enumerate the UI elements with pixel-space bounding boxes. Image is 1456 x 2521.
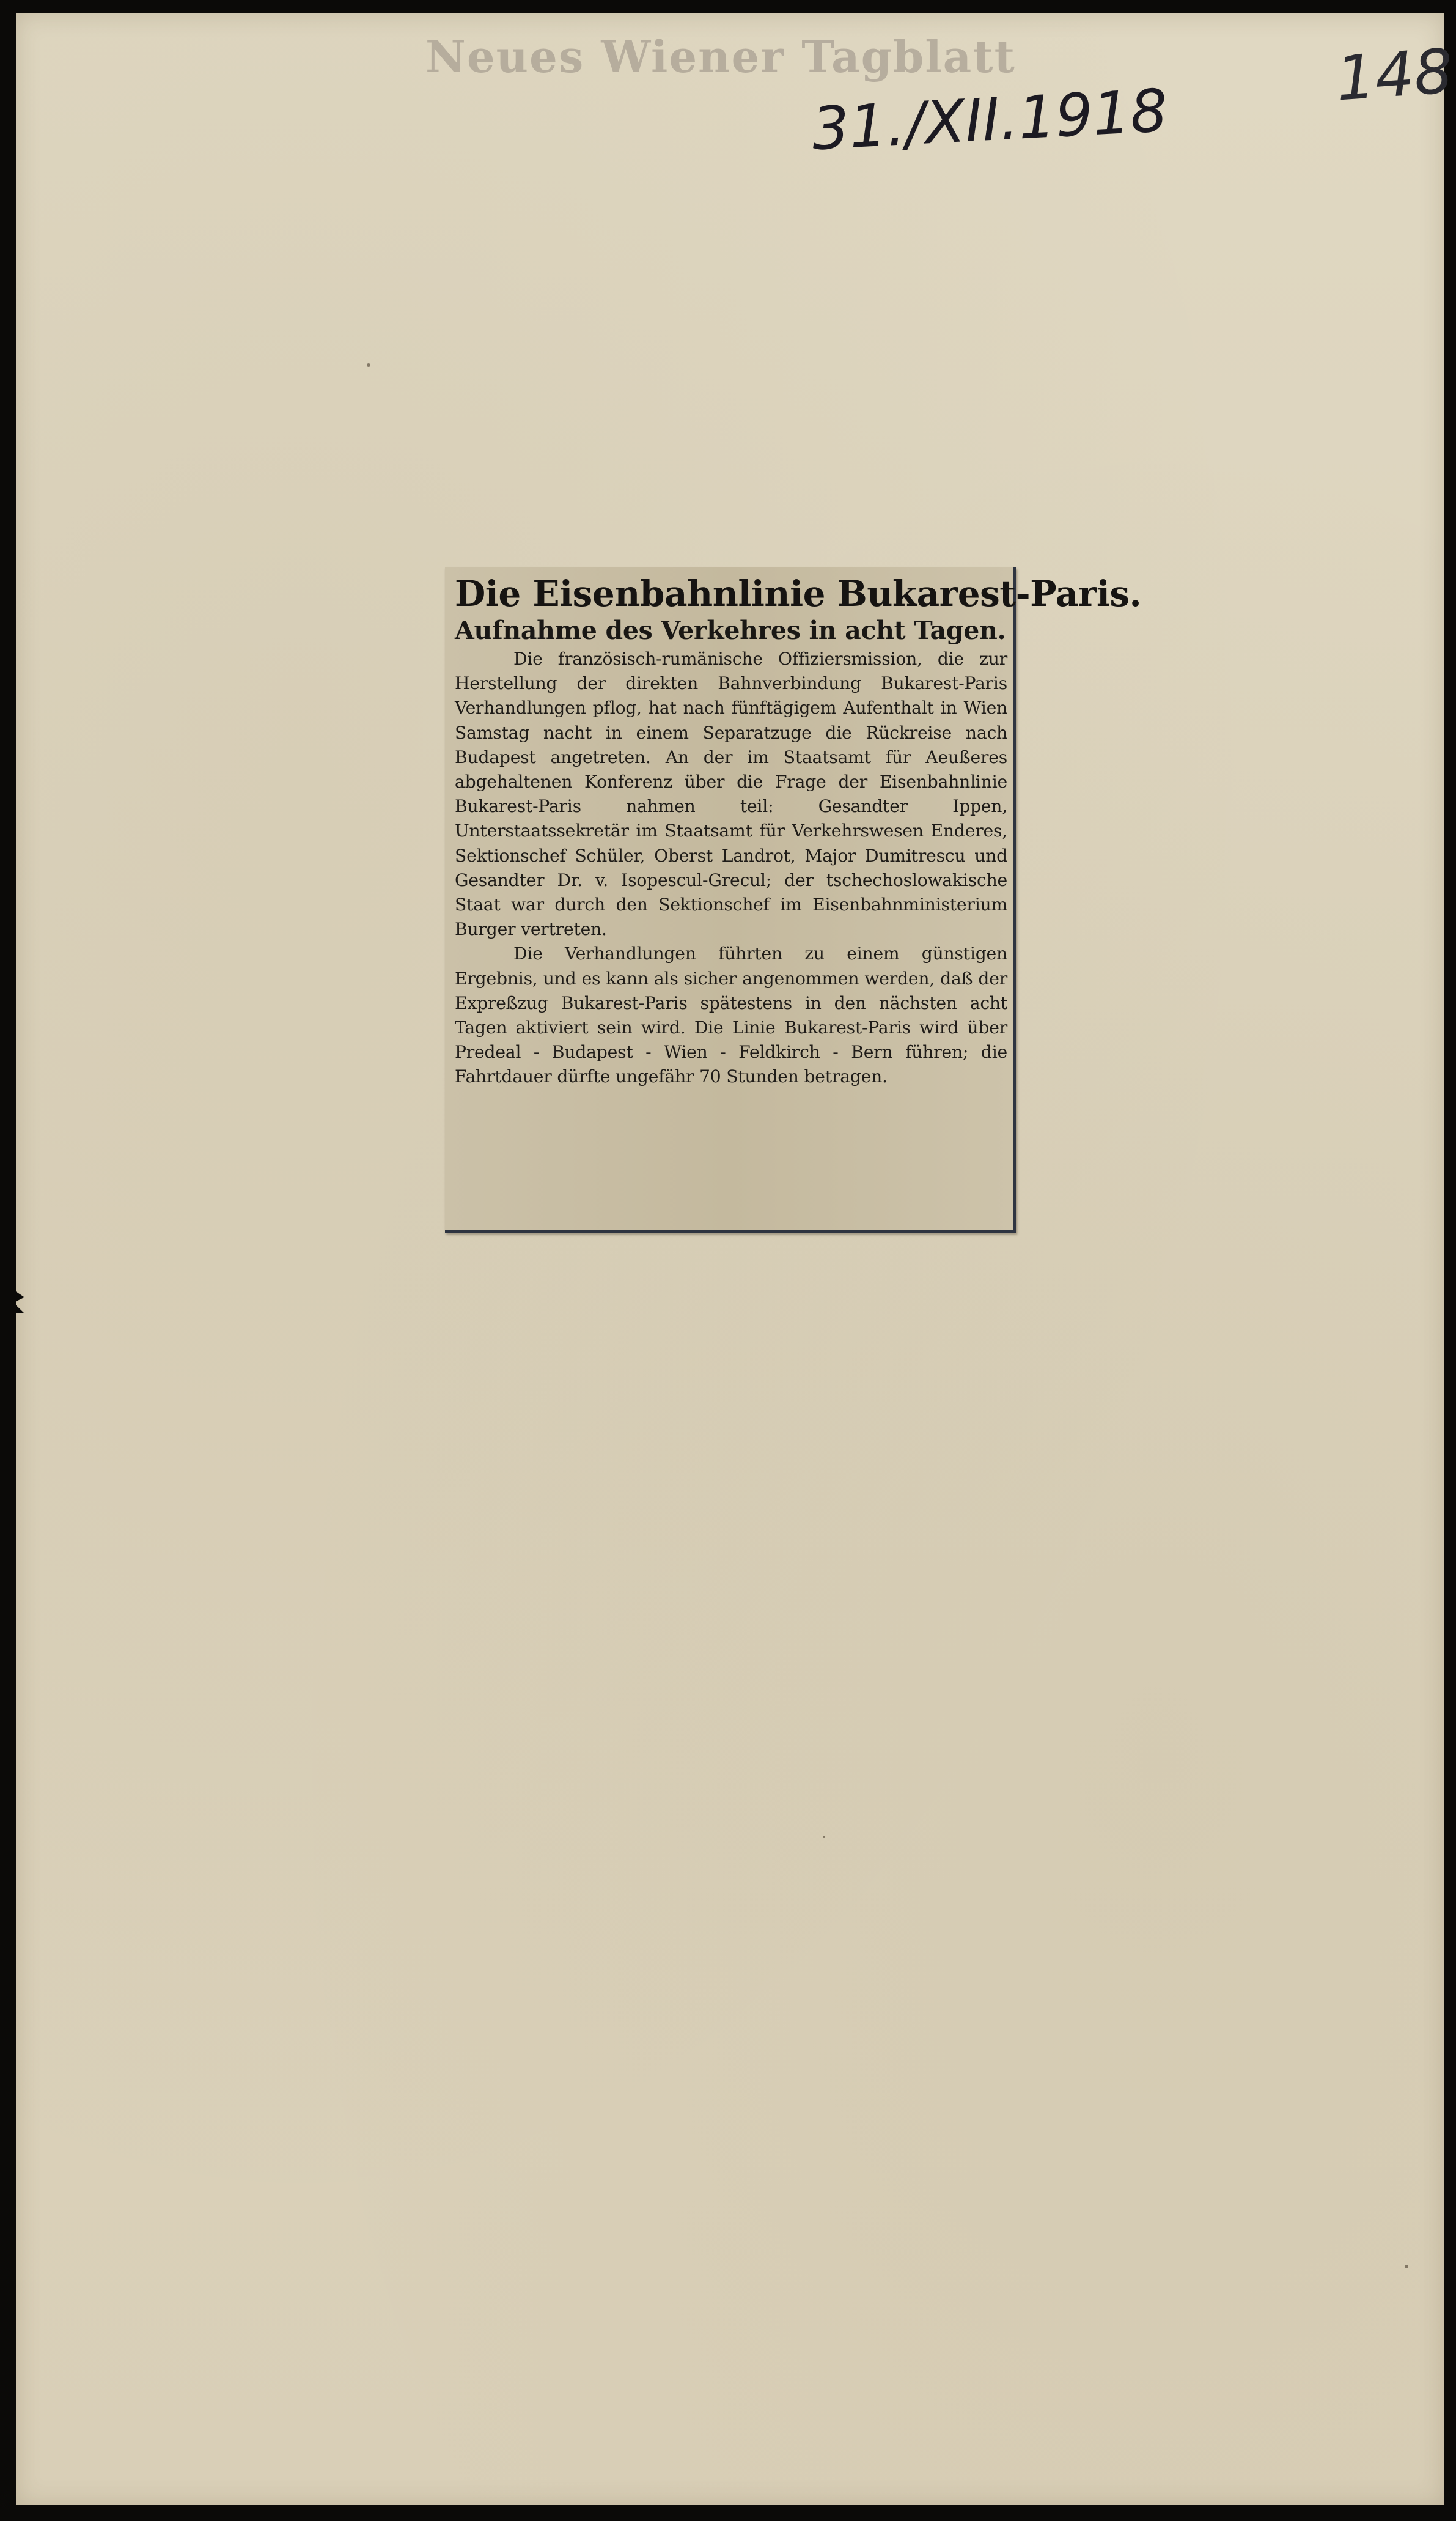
newspaper-stamp: Neues Wiener Tagblatt — [425, 31, 1016, 83]
clipping-headline: Die Eisenbahnlinie Bukarest-Paris. — [455, 573, 1142, 615]
clipping-paragraph-2: Die Verhandlungen führten zu einem günstigen Ergebnis, und es kann als sicher angenommen werden, daß der Expreßzug Bukarest-Paris spätestens in den nächsten acht Tagen aktiviert sein wird. Die Linie Bukarest-Paris wird über Predeal - Budapest - Wien - Feldkirch - Bern führen; die Fahrtdauer dürfte ungefähr 70 Stunden betragen. — [455, 943, 1007, 1087]
archive-sheet — [16, 13, 1455, 2505]
newspaper-clipping — [445, 567, 1142, 1233]
handwritten-date: 31./XII.1918 — [810, 76, 1169, 164]
clipping-subheadline: Aufnahme des Verkehres in acht Tagen. — [455, 616, 1006, 645]
paper-speck — [823, 1836, 825, 1838]
paper-speck — [367, 363, 370, 367]
paper-speck — [1405, 2265, 1408, 2268]
clipping-paragraph-1: Die französisch-rumänische Offiziersmission, die zur Herstellung der direkten Bahnverbindung Bukarest-Paris Verhandlungen pflog, hat nach fünftägigem Aufenthalt in Wien Samstag nacht in einem Separatzuge die Rückreise nach Budapest angetreten. An der im Staatsamt für Aeußeres abgehaltenen Konferenz über die Frage der Eisenbahnlinie Bukarest-Paris nahmen teil: Gesandter Ippen, Unterstaatssekretär im Staatsamt für Verkehrswesen Enderes, Sektionschef Schüler, Oberst Landrot, Major Dumitrescu und Gesandter Dr. v. Isopescul-Grecul; der tschechoslowakische Staat war durch den Sektionschef im Eisenbahnministerium Burger vertreten. — [455, 649, 1007, 940]
handwritten-page-number: 148 — [1334, 35, 1455, 115]
